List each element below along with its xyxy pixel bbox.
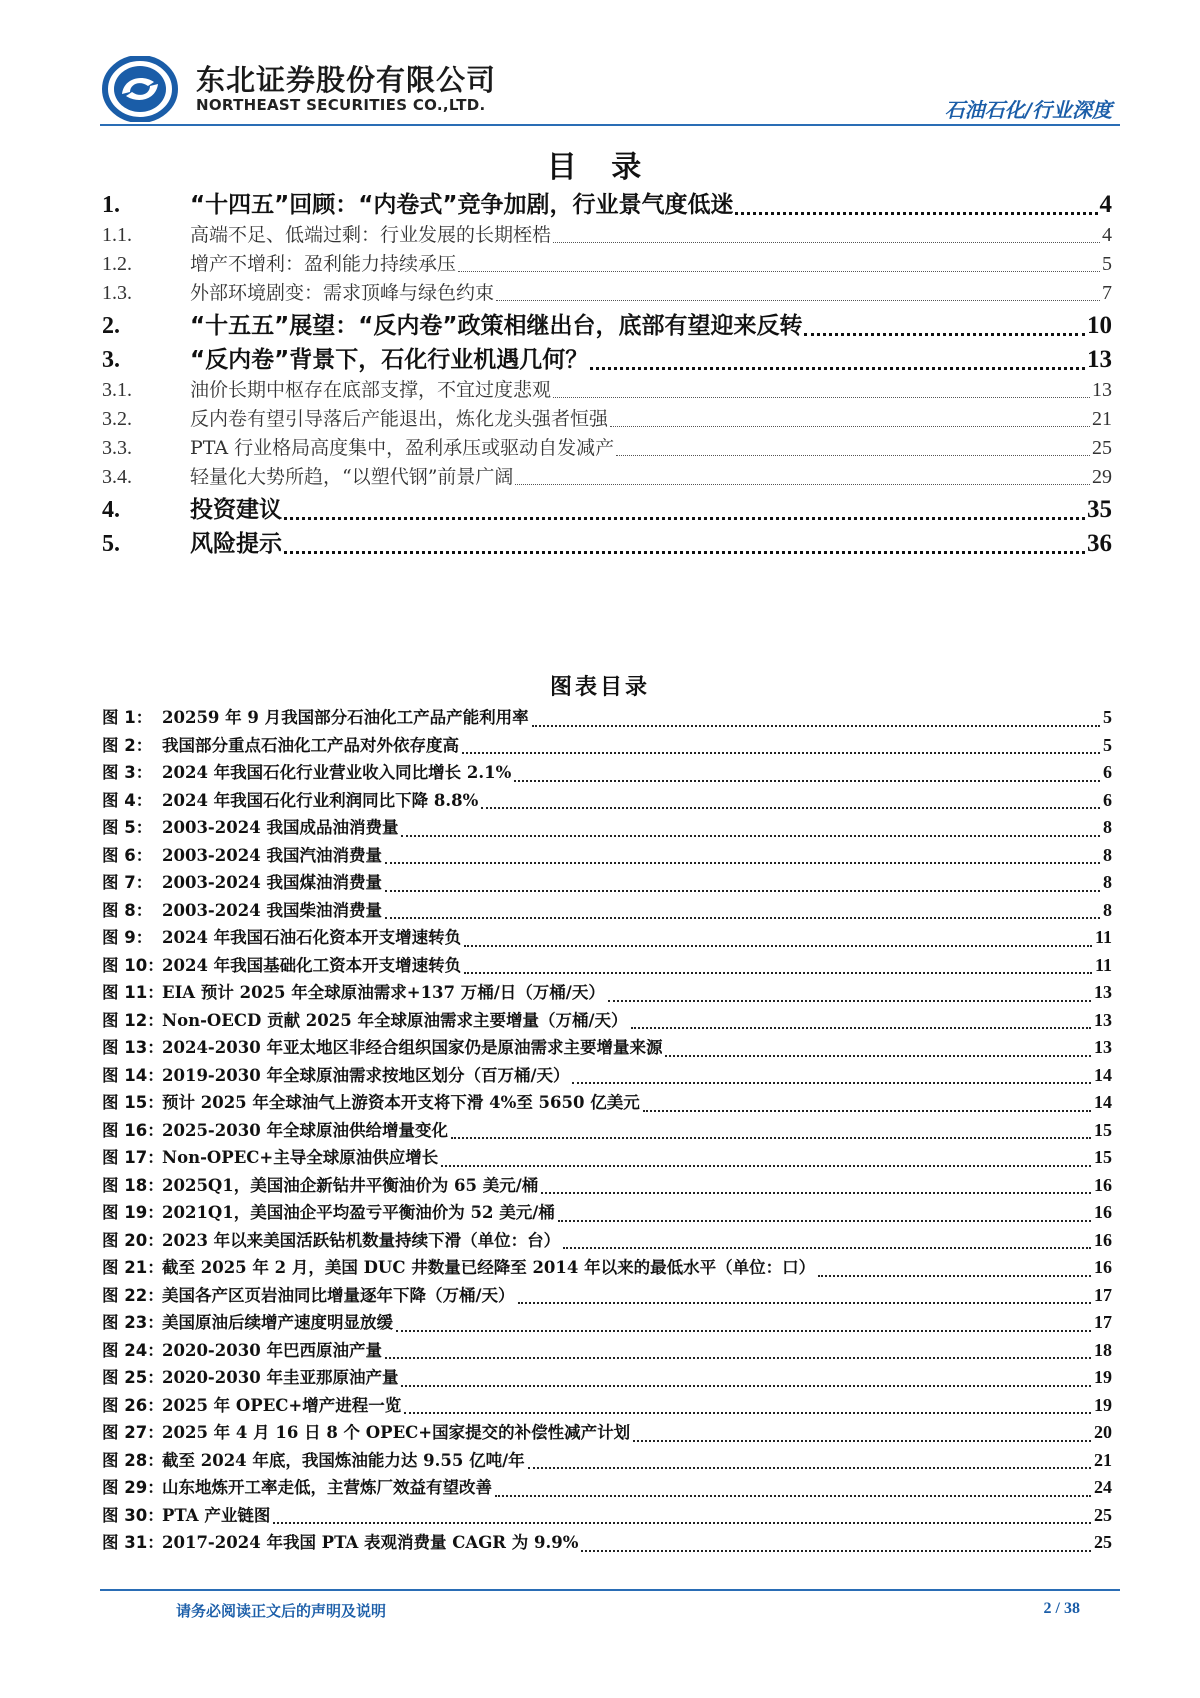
dot-leader	[404, 1412, 1091, 1414]
figure-label: 2003-2024 我国煤油消费量	[162, 873, 382, 892]
figure-label: 2020-2030 年圭亚那原油产量	[162, 1368, 399, 1387]
figure-item[interactable]	[102, 1364, 1112, 1392]
figure-page: 19	[1094, 1367, 1112, 1387]
toc-item[interactable]	[102, 404, 1112, 433]
figure-item[interactable]	[102, 842, 1112, 870]
figure-item[interactable]	[102, 924, 1112, 952]
figure-number: 图 19：	[102, 1203, 164, 1222]
toc-label: 外部环境剧变：需求顶峰与绿色约束	[190, 282, 495, 304]
figure-label: 2024 年我国石油石化资本开支增速转负	[162, 928, 462, 947]
figure-label: 2025-2030 年全球原油供给增量变化	[162, 1120, 448, 1140]
figure-page: 19	[1094, 1394, 1112, 1415]
figure-page: 25	[1094, 1532, 1112, 1552]
figure-page: 8	[1103, 899, 1112, 920]
figure-page: 13	[1094, 1009, 1112, 1030]
figure-number: 图 8：	[102, 900, 153, 920]
toc-item[interactable]	[102, 278, 1112, 307]
table-of-contents	[102, 186, 1112, 559]
toc-item[interactable]	[102, 375, 1112, 404]
toc-number: 2.	[102, 313, 120, 339]
dot-leader	[563, 1247, 1091, 1249]
figure-page: 24	[1094, 1477, 1112, 1497]
figure-item[interactable]	[102, 1392, 1112, 1420]
figure-page: 6	[1103, 789, 1112, 810]
dot-leader	[496, 299, 1100, 301]
figure-item[interactable]	[102, 952, 1112, 980]
dot-leader	[385, 1357, 1091, 1359]
dot-leader	[665, 1055, 1091, 1057]
header-divider	[100, 124, 1120, 126]
toc-title: 目 录	[546, 150, 654, 185]
figure-page: 16	[1094, 1174, 1112, 1195]
figure-number: 图 14：	[102, 1065, 164, 1085]
dot-leader	[385, 862, 1100, 864]
dot-leader	[481, 807, 1100, 809]
toc-number: 3.1.	[102, 379, 132, 401]
figure-label: 2019-2030 年全球原油需求按地区划分（百万桶/天）	[162, 1065, 570, 1085]
figure-number: 图 22：	[102, 1285, 164, 1305]
figure-item[interactable]	[102, 1144, 1112, 1172]
figure-item[interactable]	[102, 1254, 1112, 1282]
toc-number: 1.2.	[102, 253, 132, 275]
figure-page: 17	[1094, 1312, 1112, 1332]
dot-leader	[633, 1440, 1091, 1442]
figure-number: 图 29：	[102, 1478, 164, 1497]
dot-leader	[608, 1000, 1091, 1002]
dot-leader	[495, 1495, 1091, 1497]
figure-number: 图 6：	[102, 845, 153, 865]
figure-page: 5	[1103, 734, 1112, 755]
figure-number: 图 26：	[102, 1395, 164, 1415]
dot-leader	[385, 917, 1100, 919]
figure-item[interactable]	[102, 869, 1112, 897]
figure-number: 图 31：	[102, 1533, 164, 1552]
figure-item[interactable]	[102, 1309, 1112, 1337]
figure-page: 13	[1094, 1037, 1112, 1057]
figure-page: 8	[1103, 817, 1112, 837]
figure-item[interactable]	[102, 1529, 1112, 1557]
figure-number: 图 15：	[102, 1093, 164, 1112]
figure-number: 图 2：	[102, 735, 153, 755]
figure-number: 图 12：	[102, 1010, 164, 1030]
dot-leader	[804, 332, 1085, 336]
toc-item[interactable]	[102, 491, 1112, 525]
toc-label: 油价长期中枢存在底部支撑，不宜过度悲观	[190, 379, 552, 401]
toc-number: 1.	[102, 192, 120, 218]
figure-number: 图 3：	[102, 763, 153, 782]
figure-item[interactable]	[102, 1502, 1112, 1530]
dot-leader	[553, 241, 1100, 243]
footer-divider	[100, 1589, 1120, 1591]
figure-page: 16	[1094, 1229, 1112, 1250]
toc-page: 10	[1087, 312, 1112, 339]
dot-leader	[464, 945, 1092, 947]
toc-page: 5	[1102, 253, 1112, 275]
figure-item[interactable]	[102, 732, 1112, 760]
dot-leader	[462, 752, 1100, 754]
figure-number: 图 13：	[102, 1038, 164, 1057]
dot-leader	[284, 516, 1085, 520]
figure-number: 图 1：	[102, 708, 153, 727]
toc-item[interactable]	[102, 249, 1112, 278]
figure-item[interactable]	[102, 1282, 1112, 1310]
dot-leader	[515, 483, 1090, 485]
toc-page: 29	[1092, 466, 1112, 488]
toc-number: 4.	[102, 497, 120, 523]
figure-number: 图 17：	[102, 1148, 164, 1167]
figure-label: EIA 预计 2025 年全球原油需求+137 万桶/日（万桶/天）	[162, 983, 605, 1002]
figure-number: 图 18：	[102, 1175, 164, 1195]
figure-number: 图 9：	[102, 928, 153, 947]
figure-label: 2025Q1，美国油企新钻井平衡油价为 65 美元/桶	[162, 1175, 539, 1195]
figure-page: 16	[1094, 1202, 1112, 1222]
page-indicator: 2 / 38	[1043, 1600, 1080, 1617]
toc-label: PTA 行业格局高度集中，盈利承压或驱动自发减产	[190, 437, 615, 459]
report-category: 石油石化/行业深度	[944, 98, 1112, 122]
figure-number: 图 5：	[102, 818, 153, 837]
figure-label: 20259 年 9 月我国部分石油化工产品产能利用率	[162, 708, 529, 727]
toc-label: 增产不增利：盈利能力持续承压	[190, 253, 457, 275]
figure-number: 图 21：	[102, 1258, 164, 1277]
toc-label: 高端不足、低端过剩：行业发展的长期桎梏	[190, 224, 552, 246]
figure-label: 截至 2024 年底，我国炼油能力达 9.55 亿吨/年	[162, 1450, 525, 1470]
dot-leader	[451, 1137, 1091, 1139]
dot-leader	[401, 1385, 1091, 1387]
figure-label: 2024-2030 年亚太地区非经合组织国家仍是原油需求主要增量来源	[162, 1038, 663, 1057]
dot-leader	[572, 1082, 1091, 1084]
figure-number: 图 7：	[102, 873, 153, 892]
figure-page: 17	[1094, 1284, 1112, 1305]
toc-item[interactable]	[102, 341, 1112, 375]
figure-item[interactable]	[102, 897, 1112, 925]
figure-label: 山东地炼开工率走低，主营炼厂效益有望改善	[162, 1478, 492, 1497]
toc-item[interactable]	[102, 220, 1112, 249]
figure-page: 6	[1103, 762, 1112, 782]
toc-page: 13	[1087, 346, 1112, 373]
page-header	[100, 52, 1120, 124]
toc-page: 25	[1092, 437, 1112, 459]
toc-page: 35	[1087, 496, 1112, 523]
figure-label: 截至 2025 年 2 月，美国 DUC 井数量已经降至 2014 年以来的最低水平（单位：口）	[162, 1258, 816, 1277]
figure-number: 图 11：	[102, 983, 164, 1002]
dot-leader	[401, 835, 1100, 837]
toc-number: 3.4.	[102, 466, 132, 488]
dot-leader	[558, 1220, 1091, 1222]
dot-leader	[385, 890, 1100, 892]
dot-leader	[590, 366, 1085, 370]
figure-label: 2024 年我国基础化工资本开支增速转负	[162, 955, 462, 975]
figure-item[interactable]	[102, 1172, 1112, 1200]
toc-page: 7	[1102, 282, 1112, 304]
northeast-securities-logo-icon	[102, 56, 178, 122]
figure-list	[102, 704, 1112, 1557]
figure-number: 图 30：	[102, 1505, 164, 1525]
figure-page: 20	[1094, 1422, 1112, 1442]
figure-label: 2021Q1，美国油企平均盈亏平衡油价为 52 美元/桶	[162, 1203, 555, 1222]
dot-leader	[735, 211, 1097, 215]
figure-number: 图 27：	[102, 1423, 164, 1442]
figure-item[interactable]	[102, 1227, 1112, 1255]
dot-leader	[616, 454, 1090, 456]
figure-label: 2020-2030 年巴西原油产量	[162, 1340, 382, 1360]
figure-item[interactable]	[102, 1419, 1112, 1447]
dot-leader	[458, 270, 1100, 272]
dot-leader	[441, 1165, 1091, 1167]
figure-number: 图 24：	[102, 1340, 164, 1360]
figure-page: 5	[1103, 707, 1112, 727]
figure-item[interactable]	[102, 1117, 1112, 1145]
figure-page: 11	[1094, 954, 1112, 975]
figure-label: Non-OECD 贡献 2025 年全球原油需求主要增量（万桶/天）	[162, 1010, 628, 1030]
figure-label: 2003-2024 我国汽油消费量	[162, 845, 382, 865]
figure-page: 16	[1094, 1257, 1112, 1277]
dot-leader	[396, 1330, 1091, 1332]
figure-label: 2023 年以来美国活跃钻机数量持续下滑（单位：台）	[162, 1230, 561, 1250]
dot-leader	[541, 1192, 1091, 1194]
figure-page: 15	[1094, 1119, 1112, 1140]
figure-label: 2017-2024 年我国 PTA 表观消费量 CAGR 为 9.9%	[162, 1533, 579, 1552]
figure-page: 15	[1094, 1147, 1112, 1167]
figure-item[interactable]	[102, 1447, 1112, 1475]
dot-leader	[818, 1275, 1091, 1277]
figure-number: 图 23：	[102, 1313, 164, 1332]
toc-number: 3.2.	[102, 408, 132, 430]
toc-number: 5.	[102, 531, 120, 557]
figure-number: 图 28：	[102, 1450, 164, 1470]
figure-page: 11	[1094, 927, 1112, 947]
figure-number: 图 4：	[102, 790, 153, 810]
toc-item[interactable]	[102, 307, 1112, 341]
figure-item[interactable]	[102, 759, 1112, 787]
figure-number: 图 16：	[102, 1120, 164, 1140]
figure-label: 我国部分重点石油化工产品对外依存度高	[162, 735, 459, 755]
figure-item[interactable]	[102, 814, 1112, 842]
toc-item[interactable]	[102, 186, 1112, 220]
dot-leader	[581, 1550, 1091, 1552]
toc-label: 投资建议	[190, 497, 282, 523]
figure-item[interactable]	[102, 704, 1112, 732]
toc-label: 风险提示	[190, 531, 282, 557]
toc-number: 3.3.	[102, 437, 132, 459]
company-name-cn: 东北证券股份有限公司	[196, 63, 497, 97]
toc-label: 轻量化大势所趋，“以塑代钢”前景广阔	[190, 466, 514, 488]
dot-leader	[284, 550, 1085, 554]
figure-label: 美国原油后续增产速度明显放缓	[162, 1313, 393, 1332]
figure-item[interactable]	[102, 979, 1112, 1007]
disclaimer-note: 请务必阅读正文后的声明及说明	[176, 1602, 387, 1620]
figure-page: 8	[1103, 844, 1112, 865]
dot-leader	[273, 1522, 1091, 1524]
figure-item[interactable]	[102, 1337, 1112, 1365]
figure-label: Non-OPEC+主导全球原油供应增长	[162, 1148, 439, 1167]
dot-leader	[643, 1110, 1091, 1112]
figure-item[interactable]	[102, 1199, 1112, 1227]
toc-page: 4	[1102, 224, 1112, 246]
figure-label: 预计 2025 年全球油气上游资本开支将下滑 4%至 5650 亿美元	[162, 1093, 640, 1112]
figure-item[interactable]	[102, 1034, 1112, 1062]
toc-number: 3.	[102, 347, 120, 373]
company-name-en: NORTHEAST SECURITIES CO.,LTD.	[196, 96, 486, 114]
toc-label: “十四五”回顾：“内卷式”竞争加剧，行业景气度低迷	[190, 192, 734, 218]
figure-item[interactable]	[102, 1089, 1112, 1117]
figure-page: 14	[1094, 1064, 1112, 1085]
figure-item[interactable]	[102, 787, 1112, 815]
figure-label: 2003-2024 我国成品油消费量	[162, 818, 399, 837]
toc-number: 1.1.	[102, 224, 132, 246]
toc-page: 13	[1092, 379, 1112, 401]
figure-item[interactable]	[102, 1062, 1112, 1090]
figure-number: 图 20：	[102, 1230, 164, 1250]
dot-leader	[464, 972, 1092, 974]
figure-item[interactable]	[102, 1474, 1112, 1502]
figure-list-title: 图表目录	[549, 675, 650, 700]
figure-label: 美国各产区页岩油同比增量逐年下降（万桶/天）	[162, 1285, 515, 1305]
dot-leader	[532, 725, 1100, 727]
toc-item[interactable]	[102, 525, 1112, 559]
figure-page: 14	[1094, 1092, 1112, 1112]
figure-page: 18	[1094, 1339, 1112, 1360]
toc-label: “反内卷”背景下，石化行业机遇几何？	[190, 347, 589, 373]
figure-label: 2025 年 OPEC+增产进程一览	[162, 1395, 402, 1415]
figure-page: 8	[1103, 872, 1112, 892]
toc-page: 4	[1099, 191, 1112, 218]
figure-label: 2024 年我国石化行业营业收入同比增长 2.1%	[162, 763, 512, 782]
dot-leader	[514, 780, 1100, 782]
figure-label: 2003-2024 我国柴油消费量	[162, 900, 382, 920]
toc-number: 1.3.	[102, 282, 132, 304]
dot-leader	[528, 1467, 1091, 1469]
figure-number: 图 25：	[102, 1368, 164, 1387]
toc-label: 反内卷有望引导落后产能退出，炼化龙头强者恒强	[190, 408, 609, 430]
figure-label: 2025 年 4 月 16 日 8 个 OPEC+国家提交的补偿性减产计划	[162, 1423, 631, 1442]
figure-page: 21	[1094, 1449, 1112, 1470]
figure-number: 图 10：	[102, 955, 164, 975]
toc-page: 36	[1087, 530, 1112, 557]
dot-leader	[610, 425, 1090, 427]
toc-page: 21	[1092, 408, 1112, 430]
dot-leader	[631, 1027, 1091, 1029]
figure-label: PTA 产业链图	[162, 1505, 271, 1525]
toc-item[interactable]	[102, 433, 1112, 462]
figure-page: 13	[1094, 982, 1112, 1002]
toc-label: “十五五”展望：“反内卷”政策相继出台，底部有望迎来反转	[190, 313, 803, 339]
dot-leader	[518, 1302, 1091, 1304]
figure-label: 2024 年我国石化行业利润同比下降 8.8%	[162, 790, 479, 810]
figure-item[interactable]	[102, 1007, 1112, 1035]
figure-page: 25	[1094, 1504, 1112, 1525]
dot-leader	[553, 396, 1090, 398]
toc-item[interactable]	[102, 462, 1112, 491]
